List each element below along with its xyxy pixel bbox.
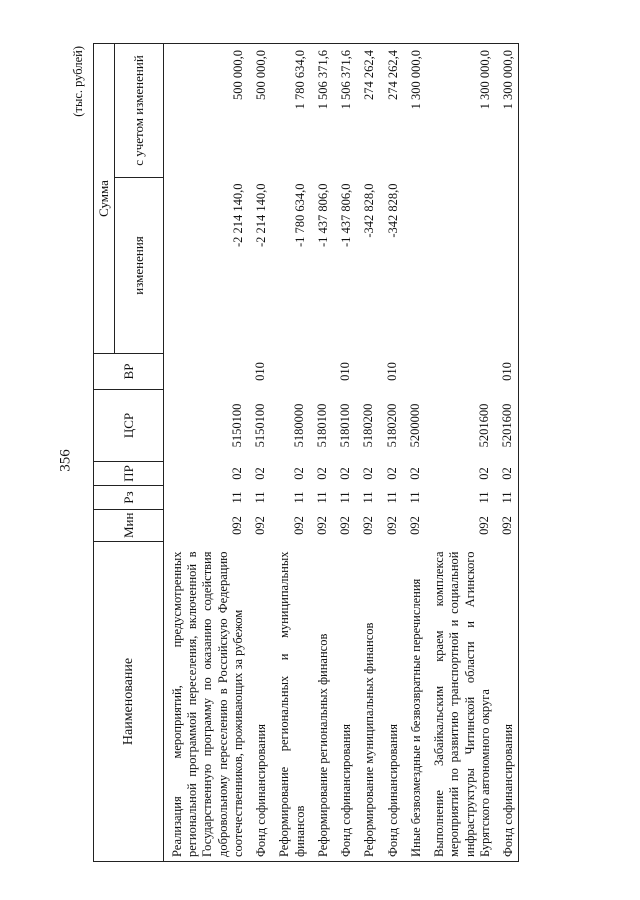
row-total-cell: 500 000,0	[163, 44, 248, 178]
row-total-cell: 274 262,4	[380, 44, 403, 178]
row-name-cell: Реформирование региональных финансов	[310, 542, 333, 862]
row-rz-cell: 11	[338, 491, 353, 504]
units-label: (тыс. рублей)	[71, 46, 85, 117]
row-change-cell: -342 828,0	[362, 183, 377, 238]
row-change-cell: -2 214 140,0	[230, 183, 245, 248]
header-changes: изменения	[114, 178, 163, 354]
row-csr-cell: 5180000	[291, 403, 306, 448]
row-pr-cell: 02	[476, 467, 491, 480]
row-total-cell: 500 000,0	[248, 44, 271, 178]
header-vr: ВР	[94, 354, 164, 390]
row-min-cell: 092	[314, 516, 329, 535]
row-pr-cell: 02	[229, 467, 244, 480]
row-rz-cell: 11	[291, 491, 306, 504]
row-pr-cell: 02	[495, 462, 519, 486]
budget-table	[93, 43, 519, 862]
row-csr-cell: 5200000	[407, 403, 422, 448]
table-row	[426, 44, 495, 862]
row-name-cell: Иные безвозмездные и безвозвратные перечисления	[403, 542, 426, 862]
table-row	[495, 44, 519, 862]
row-total-cell: 274 262,4	[356, 44, 379, 178]
row-pr-cell: 02	[407, 467, 422, 480]
row-total-cell: 1 300 000,0	[426, 44, 495, 178]
row-name-cell: Фонд софинансирования	[248, 542, 271, 862]
row-pr-cell: 02	[253, 467, 268, 480]
row-name-cell: Реализация мероприятий, предусмотренных региональной программой переселения, включенной в Государственную программу по оказанию содействия добровольному переселению в Российскую Федерацию соотечественников, проживающих за рубежом	[163, 542, 248, 862]
row-rz-cell: 11	[495, 486, 519, 510]
row-total-cell: 1 506 371,6	[333, 44, 356, 178]
row-rz-cell: 11	[407, 491, 422, 504]
row-change-cell: -1 437 806,0	[315, 183, 330, 248]
row-pr-cell: 02	[314, 467, 329, 480]
row-vr-cell	[356, 354, 379, 390]
row-change-cell: -1 437 806,0	[339, 183, 354, 248]
table-row	[356, 44, 379, 862]
row-csr-cell: 5180100	[338, 403, 353, 448]
header-rz: Рз	[94, 486, 164, 510]
row-change-cell	[495, 178, 519, 354]
table-row	[271, 44, 310, 862]
row-csr-cell: 5201600	[495, 390, 519, 462]
table-row	[310, 44, 333, 862]
row-vr-cell	[403, 354, 426, 390]
row-vr-cell	[271, 354, 310, 390]
row-change-cell: -1 780 634,0	[292, 183, 307, 248]
row-change-cell	[403, 178, 426, 354]
row-change-cell: -342 828,0	[385, 183, 400, 238]
table-row	[403, 44, 426, 862]
row-csr-cell: 5150100	[229, 403, 244, 448]
row-rz-cell: 11	[476, 491, 491, 504]
header-with-changes: с учетом изменений	[114, 44, 163, 178]
row-change-cell	[426, 178, 495, 354]
row-rz-cell: 11	[314, 491, 329, 504]
row-rz-cell: 11	[384, 491, 399, 504]
row-min-cell: 092	[361, 516, 376, 535]
rotated-table-sheet	[71, 44, 553, 862]
row-min-cell: 092	[229, 516, 244, 535]
row-total-cell: 1 300 000,0	[403, 44, 426, 178]
row-csr-cell: 5180200	[361, 403, 376, 448]
row-rz-cell: 11	[361, 491, 376, 504]
row-vr-cell	[310, 354, 333, 390]
row-min-cell: 092	[495, 510, 519, 542]
row-csr-cell: 5150100	[253, 403, 268, 448]
header-sum: Сумма	[94, 44, 115, 354]
row-vr-cell: 010	[253, 362, 268, 381]
row-min-cell: 092	[253, 516, 268, 535]
table-row	[163, 44, 248, 862]
row-name-cell: Фонд софинансирования	[380, 542, 403, 862]
row-total-cell: 1 780 634,0	[271, 44, 310, 178]
page-number: 356	[57, 449, 74, 472]
row-csr-cell: 5201600	[476, 403, 491, 448]
table-header-row	[94, 44, 115, 862]
row-min-cell: 092	[384, 516, 399, 535]
row-name-cell: Фонд софинансирования	[333, 542, 356, 862]
row-pr-cell: 02	[291, 467, 306, 480]
header-name: Наименование	[94, 542, 164, 862]
row-name-cell: Реформирование муниципальных финансов	[356, 542, 379, 862]
row-min-cell: 092	[476, 516, 491, 535]
row-pr-cell: 02	[338, 467, 353, 480]
row-vr-cell	[163, 354, 248, 390]
table-row	[333, 44, 356, 862]
row-min-cell: 092	[407, 516, 422, 535]
header-pr: ПР	[94, 462, 164, 486]
header-min: Мин	[94, 510, 164, 542]
row-min-cell: 092	[338, 516, 353, 535]
row-vr-cell: 010	[384, 362, 399, 381]
row-total-cell: 1 300 000,0	[495, 44, 519, 178]
row-rz-cell: 11	[253, 491, 268, 504]
row-pr-cell: 02	[361, 467, 376, 480]
row-name-cell: Выполнение Забайкальским краем комплекса мероприятий по развитию транспортной и социальной инфраструктуры Читинской области и Агинского Бурятского автономного округа	[426, 542, 495, 862]
row-rz-cell: 11	[229, 491, 244, 504]
row-name-cell: Фонд софинансирования	[495, 542, 519, 862]
row-vr-cell: 010	[495, 354, 519, 390]
row-csr-cell: 5180100	[314, 403, 329, 448]
row-change-cell: -2 214 140,0	[254, 183, 269, 248]
row-name-cell: Реформирование региональных и муниципальных финансов	[271, 542, 310, 862]
row-vr-cell	[426, 354, 495, 390]
header-csr: ЦСР	[94, 390, 164, 462]
row-csr-cell: 5180200	[384, 403, 399, 448]
table-row	[248, 44, 271, 862]
row-min-cell: 092	[291, 516, 306, 535]
row-total-cell: 1 506 371,6	[310, 44, 333, 178]
table-row	[380, 44, 403, 862]
row-pr-cell: 02	[384, 467, 399, 480]
row-vr-cell: 010	[338, 362, 353, 381]
